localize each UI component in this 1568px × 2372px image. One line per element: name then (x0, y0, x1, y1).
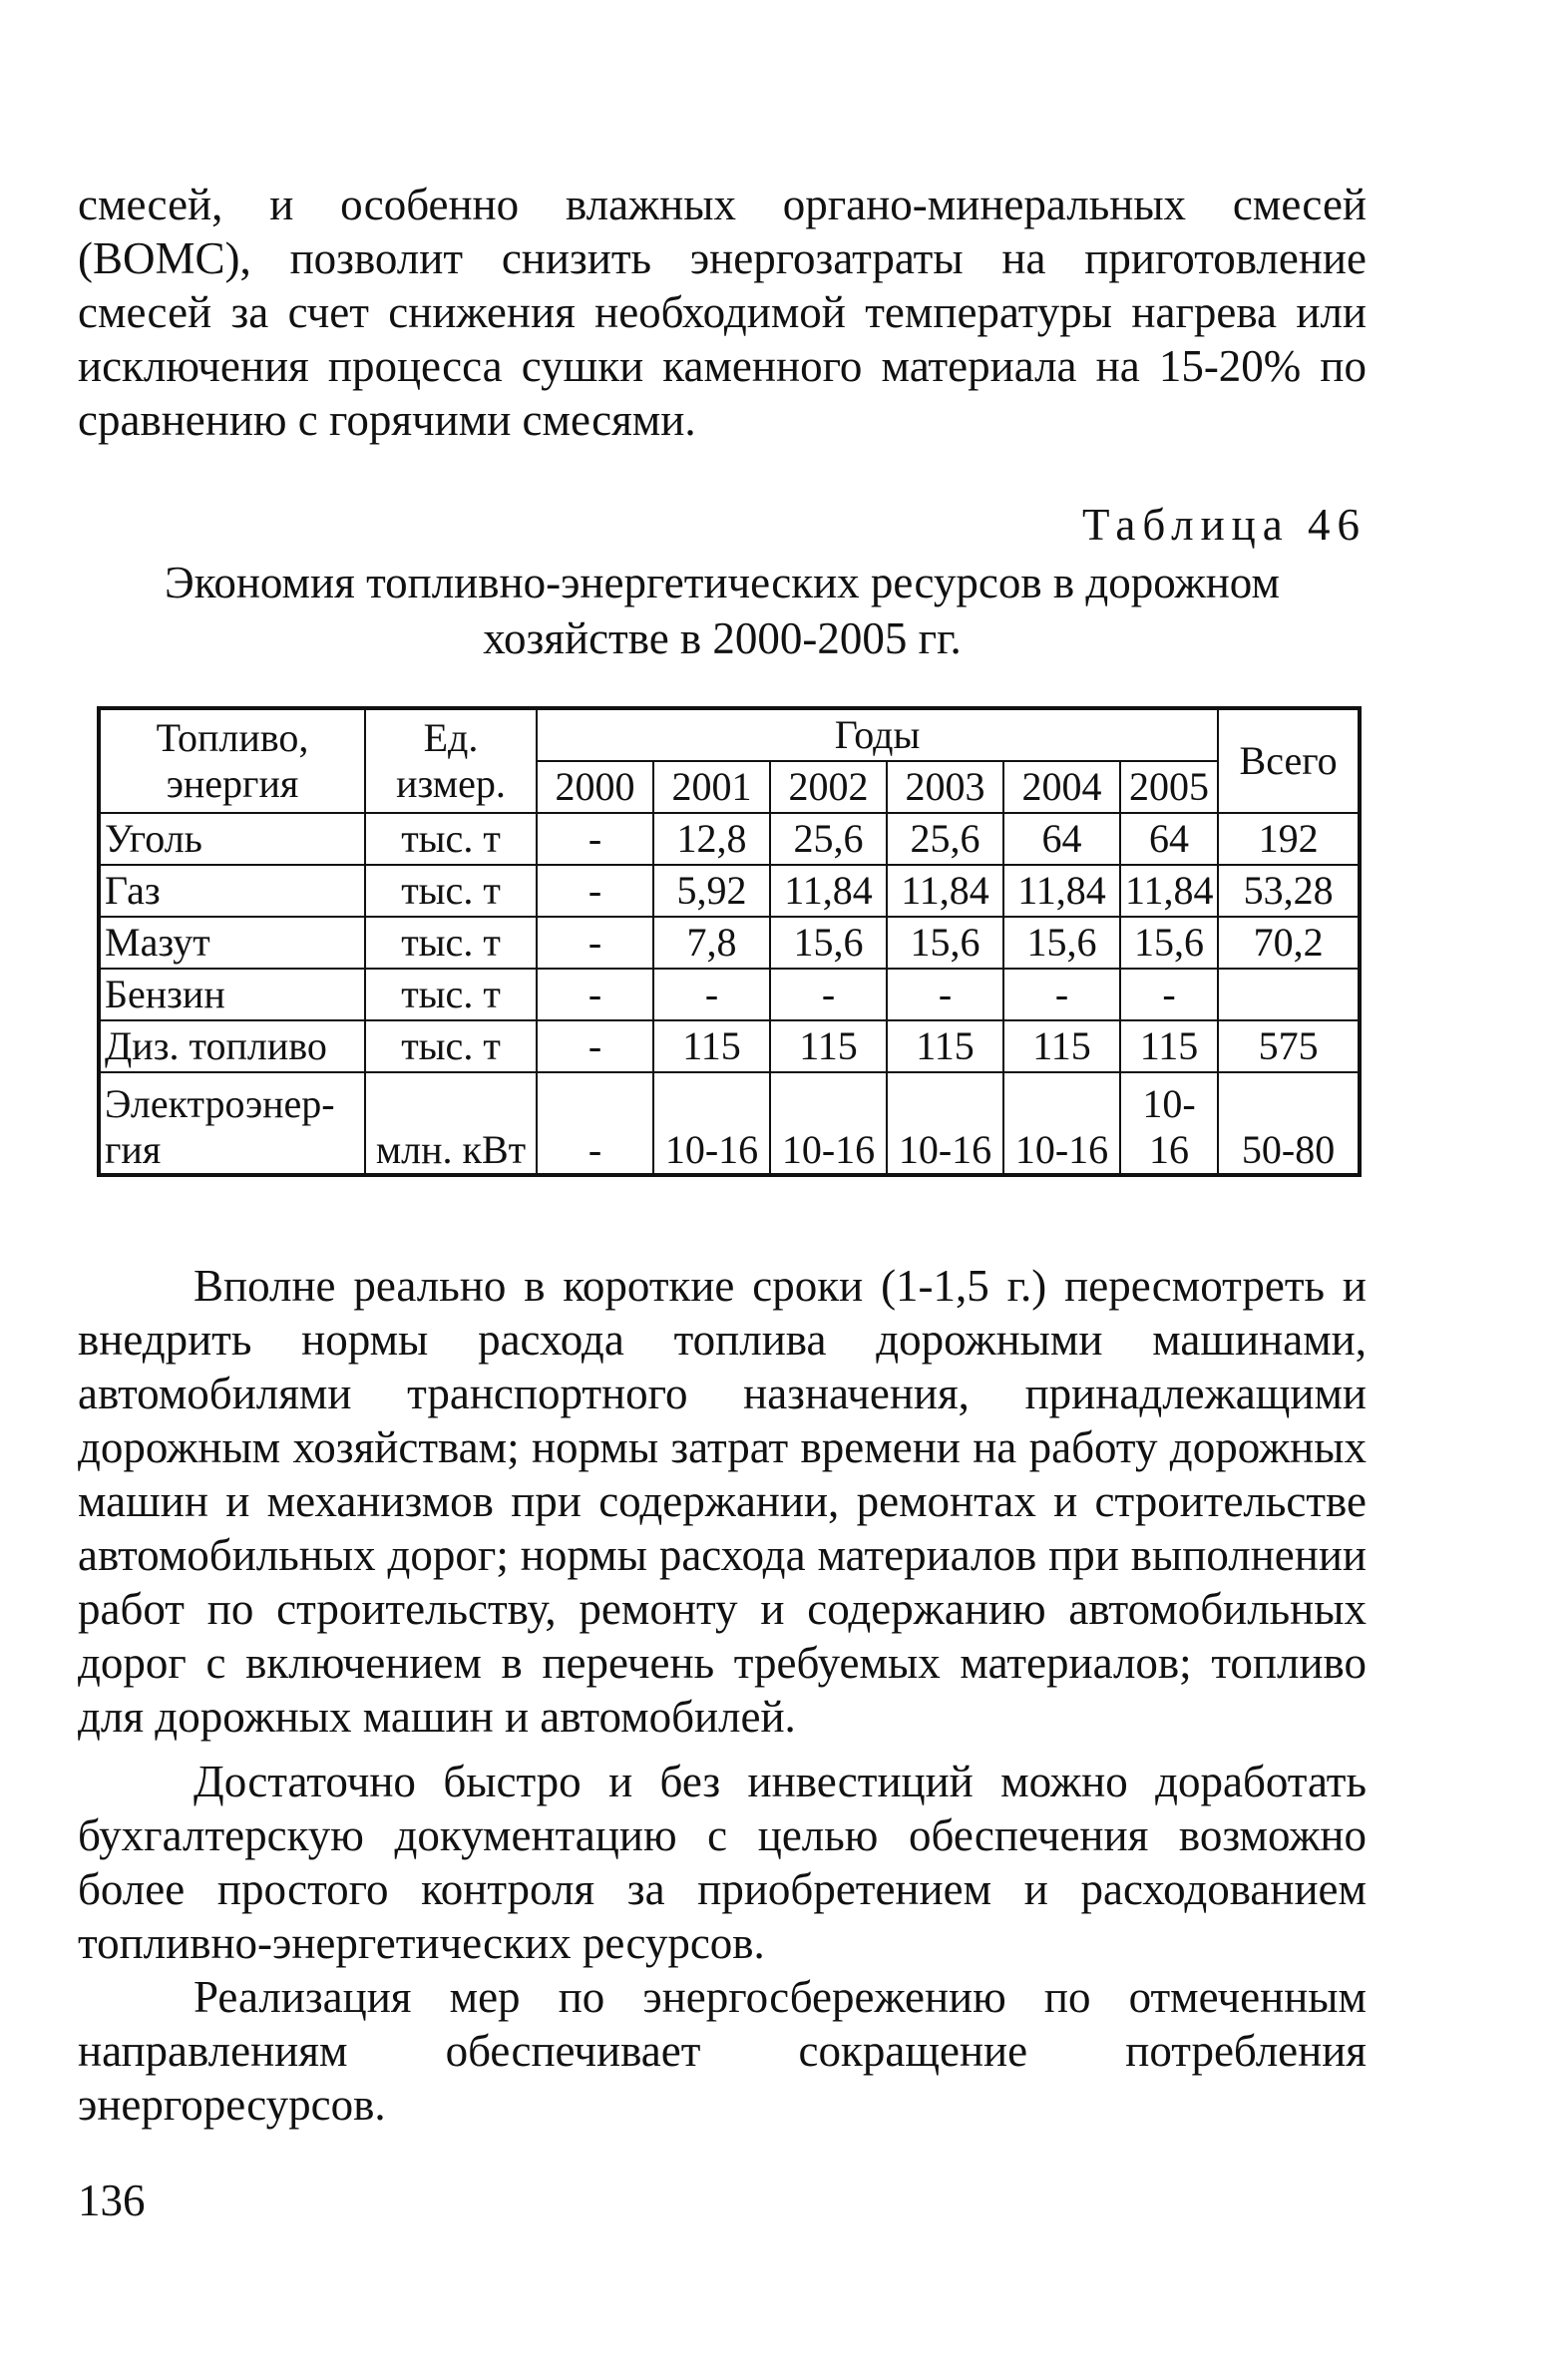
header-unit (365, 708, 537, 813)
header-year: 2000 (537, 761, 653, 813)
row-total: 70,2 (1218, 917, 1360, 969)
paragraph-norms: Вполне реально в короткие сроки (1-1,5 г.) пересмотреть и внедрить нормы расхода топлива дорожными машинами, автомобилями транспортного назначения, принадлежащими дорожным хозяйствам; нормы затрат времени на работу дорожных машин и механизмов при содержании, ремонтах и строительстве автомобильных дорог; нормы расхода материалов при выполнении работ по строительству, ремонту и содержанию автомобильных дорог с включением в перечень требуемых материалов; топливо для дорожных машин и автомобилей. (78, 1261, 1367, 1742)
row-value-line2: 16 (1149, 1127, 1190, 1172)
row-total: 50-80 (1218, 1072, 1360, 1175)
paragraph-intro: смесей, и особенно влажных органо-минеральных смесей (ВОМС), позволит снизить энергозатраты на приготовление смесей за счет снижения необходимой температуры нагрева или исключения процесса сушки каменного материала на 15-20% по сравнению с горячими смесями. (78, 180, 1367, 445)
row-unit: тыс. т (365, 1020, 537, 1072)
row-name (99, 1072, 365, 1175)
row-value: 64 (1120, 813, 1218, 865)
row-value: 25,6 (887, 813, 1003, 865)
row-value: 15,6 (1003, 917, 1120, 969)
header-year: 2002 (770, 761, 887, 813)
paragraph-conclusion: Реализация мер по энергосбережению по отмеченным направлениям обеспечивает сокращение потребления энергоресурсов. (78, 1972, 1367, 2130)
row-value: 11,84 (1120, 865, 1218, 917)
row-value: - (770, 969, 887, 1020)
row-value: 10-16 (770, 1072, 887, 1175)
row-unit: тыс. т (365, 969, 537, 1020)
paragraph-accounting: Достаточно быстро и без инвестиций можно доработать бухгалтерскую документацию с целью обеспечения возможно более простого контроля за приобретением и расходованием топливно-энергетических ресурсов. (78, 1757, 1367, 1968)
row-value: 11,84 (887, 865, 1003, 917)
header-year: 2005 (1120, 761, 1218, 813)
row-value (1120, 1072, 1218, 1175)
row-value: 10-16 (653, 1072, 770, 1175)
row-value: - (537, 1072, 653, 1175)
row-value: 15,6 (887, 917, 1003, 969)
row-value: - (1120, 969, 1218, 1020)
row-value-line1: 10- (1142, 1081, 1196, 1126)
table-label: Таблица 46 (1082, 500, 1367, 550)
table-caption-line2: хозяйстве в 2000-2005 гг. (483, 613, 962, 663)
row-value: 115 (1003, 1020, 1120, 1072)
row-name: Диз. топливо (99, 1020, 365, 1072)
table-row (99, 1072, 1360, 1175)
row-total: 53,28 (1218, 865, 1360, 917)
row-value: - (1003, 969, 1120, 1020)
row-name: Мазут (99, 917, 365, 969)
table-header-row (99, 708, 1360, 761)
row-value: 7,8 (653, 917, 770, 969)
row-value: - (653, 969, 770, 1020)
table-caption-line1: Экономия топливно-энергетических ресурсов в дорожном (165, 558, 1280, 607)
page-number: 136 (78, 2175, 146, 2225)
table-row (99, 917, 1360, 969)
row-value: 11,84 (1003, 865, 1120, 917)
table-row (99, 1020, 1360, 1072)
row-value: - (537, 1020, 653, 1072)
header-total: Всего (1218, 708, 1360, 813)
row-unit: млн. кВт (365, 1072, 537, 1175)
row-value: - (537, 865, 653, 917)
row-value: 11,84 (770, 865, 887, 917)
header-years: Годы (537, 708, 1218, 761)
row-total (1218, 969, 1360, 1020)
header-year: 2004 (1003, 761, 1120, 813)
row-value: 10-16 (1003, 1072, 1120, 1175)
row-value: 10-16 (887, 1072, 1003, 1175)
row-unit: тыс. т (365, 865, 537, 917)
header-unit-line2: измер. (396, 761, 506, 806)
row-unit: тыс. т (365, 813, 537, 865)
row-value: 15,6 (1120, 917, 1218, 969)
row-total: 192 (1218, 813, 1360, 865)
header-year: 2001 (653, 761, 770, 813)
row-name: Бензин (99, 969, 365, 1020)
table-row (99, 969, 1360, 1020)
row-name-line1: Электроэнер- (105, 1081, 335, 1126)
row-name-line2: гия (105, 1127, 162, 1172)
row-value: 115 (887, 1020, 1003, 1072)
row-value: - (537, 813, 653, 865)
table-caption (78, 555, 1367, 666)
row-value: 115 (653, 1020, 770, 1072)
row-unit: тыс. т (365, 917, 537, 969)
row-value: - (537, 917, 653, 969)
row-value: 12,8 (653, 813, 770, 865)
row-value: 115 (770, 1020, 887, 1072)
header-fuel (99, 708, 365, 813)
header-fuel-line2: энергия (166, 761, 299, 806)
header-year: 2003 (887, 761, 1003, 813)
table-row (99, 813, 1360, 865)
table-row (99, 865, 1360, 917)
row-name: Газ (99, 865, 365, 917)
header-unit-line1: Ед. (423, 715, 479, 760)
row-value: - (887, 969, 1003, 1020)
row-value: 115 (1120, 1020, 1218, 1072)
row-value: 64 (1003, 813, 1120, 865)
row-value: 5,92 (653, 865, 770, 917)
row-value: - (537, 969, 653, 1020)
fuel-savings-table (97, 706, 1362, 1177)
header-fuel-line1: Топливо, (156, 715, 309, 760)
row-name: Уголь (99, 813, 365, 865)
row-value: 25,6 (770, 813, 887, 865)
row-total: 575 (1218, 1020, 1360, 1072)
row-value: 15,6 (770, 917, 887, 969)
